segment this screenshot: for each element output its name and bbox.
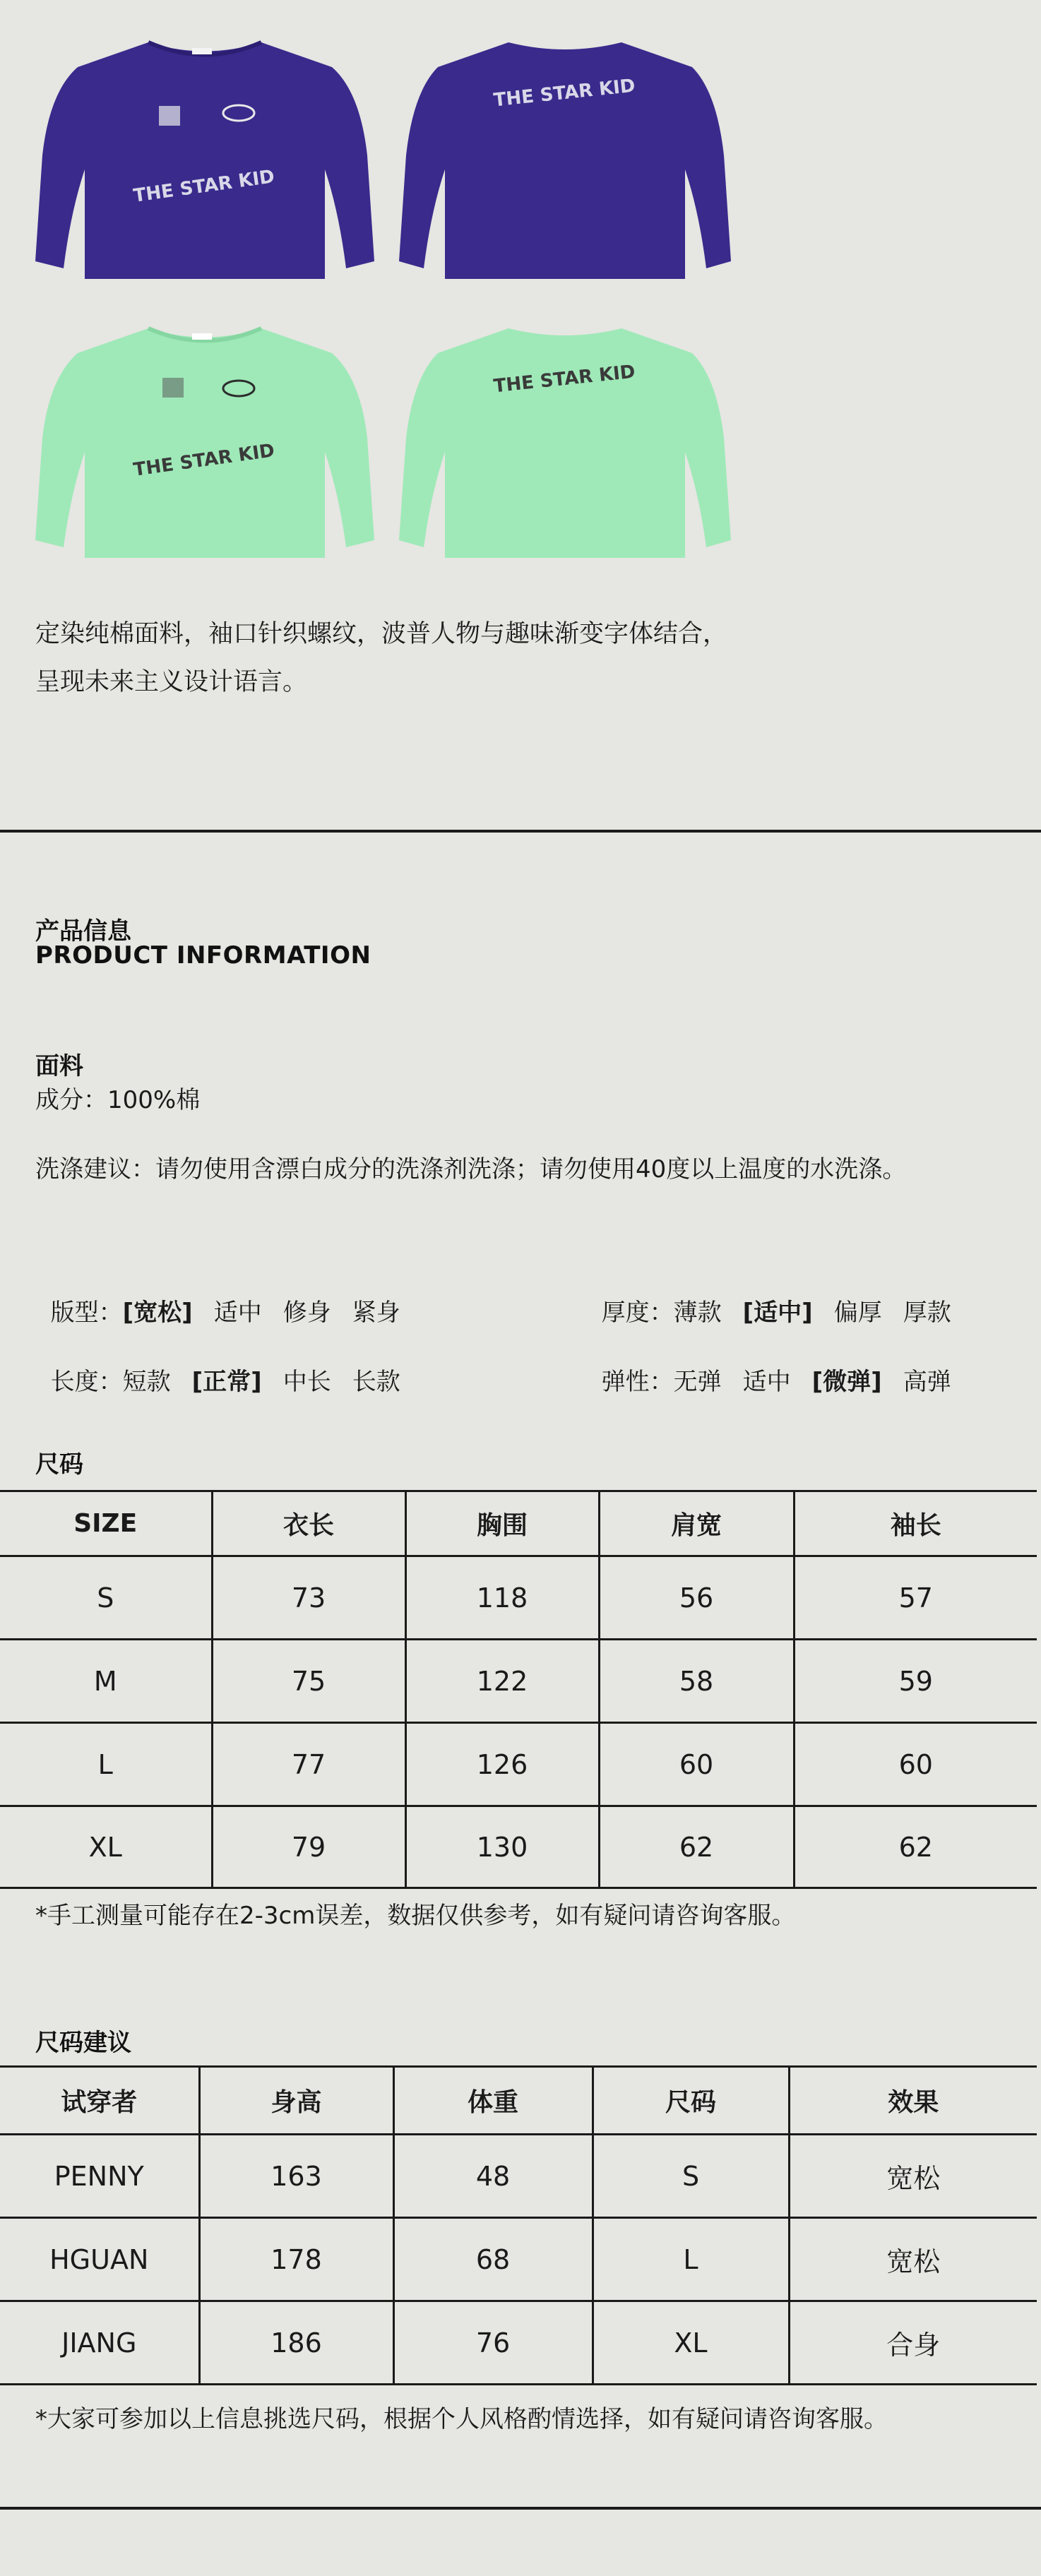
size-chart-note: *手工测量可能存在2-3cm误差，数据仅供参考，如有疑问请咨询客服。 bbox=[35, 1902, 796, 1930]
table-cell: 75 bbox=[212, 1640, 405, 1723]
section-divider bbox=[0, 830, 1041, 833]
table-cell: JIANG bbox=[0, 2301, 199, 2385]
table-cell: 56 bbox=[599, 1556, 794, 1640]
table-cell: M bbox=[0, 1640, 212, 1723]
table-cell: 48 bbox=[393, 2135, 593, 2218]
attr-elasticity-option: 适中 bbox=[742, 1368, 791, 1396]
size-chart-table bbox=[0, 1490, 1037, 1889]
table-row bbox=[0, 1640, 1037, 1723]
svg-text:THE STAR KID: THE STAR KID bbox=[132, 440, 276, 481]
table-header: 身高 bbox=[199, 2067, 393, 2135]
table-cell: 79 bbox=[212, 1806, 405, 1888]
attr-thickness-option-selected: [适中] bbox=[742, 1299, 813, 1327]
size-advice-title: 尺码建议 bbox=[35, 2029, 131, 2057]
table-cell: 186 bbox=[199, 2301, 393, 2385]
table-cell: XL bbox=[0, 1806, 212, 1888]
attr-elasticity-option: 高弹 bbox=[903, 1368, 951, 1396]
size-advice-note: *大家可参加以上信息挑选尺码，根据个人风格酌情选择，如有疑问请咨询客服。 bbox=[35, 2405, 888, 2433]
attr-thickness-option: 偏厚 bbox=[833, 1299, 882, 1327]
table-cell: 62 bbox=[794, 1806, 1037, 1888]
table-header: SIZE bbox=[0, 1491, 212, 1556]
care-instructions: 洗涤建议：请勿使用含漂白成分的洗涤剂洗涤；请勿使用40度以上温度的水洗涤。 bbox=[35, 1155, 907, 1183]
svg-text:THE STAR KID: THE STAR KID bbox=[492, 361, 636, 398]
attr-length-option: 长款 bbox=[352, 1368, 400, 1396]
table-row bbox=[0, 1806, 1037, 1888]
table-row bbox=[0, 2135, 1037, 2218]
table-cell: 60 bbox=[599, 1723, 794, 1806]
table-cell: 163 bbox=[199, 2135, 393, 2218]
table-cell: 130 bbox=[405, 1806, 599, 1888]
svg-text:THE STAR KID: THE STAR KID bbox=[492, 75, 636, 112]
table-cell: 76 bbox=[393, 2301, 593, 2385]
purple-shirt-front-image bbox=[28, 28, 381, 290]
attr-fit-option: 紧身 bbox=[352, 1299, 400, 1327]
table-row bbox=[0, 2218, 1037, 2301]
size-advice-table bbox=[0, 2065, 1037, 2385]
table-cell: 178 bbox=[199, 2218, 393, 2301]
table-cell: 62 bbox=[599, 1806, 794, 1888]
table-cell: S bbox=[0, 1556, 212, 1640]
attr-elasticity-option-selected: [微弹] bbox=[811, 1368, 882, 1396]
table-header: 尺码 bbox=[593, 2067, 789, 2135]
product-info-title-en: PRODUCT INFORMATION bbox=[35, 941, 371, 970]
attr-thickness bbox=[586, 1265, 972, 1328]
attr-fit-option-selected: [宽松] bbox=[122, 1299, 193, 1327]
table-cell: 59 bbox=[794, 1640, 1037, 1723]
svg-text:THE STAR KID: THE STAR KID bbox=[132, 166, 276, 207]
attr-length-label: 长度： bbox=[50, 1368, 123, 1396]
table-header: 袖长 bbox=[794, 1491, 1037, 1556]
table-cell: HGUAN bbox=[0, 2218, 199, 2301]
table-cell: 57 bbox=[794, 1556, 1037, 1640]
attr-thickness-option: 厚款 bbox=[903, 1299, 951, 1327]
mint-shirt-front-image bbox=[28, 318, 381, 565]
table-cell: PENNY bbox=[0, 2135, 199, 2218]
fabric-heading: 面料 bbox=[35, 1052, 83, 1080]
attr-thickness-option: 薄款 bbox=[673, 1299, 722, 1327]
table-row bbox=[0, 1723, 1037, 1806]
attr-length-option-selected: [正常] bbox=[191, 1368, 262, 1396]
attr-fit-option: 修身 bbox=[282, 1299, 331, 1327]
table-cell: 73 bbox=[212, 1556, 405, 1640]
attr-length-option: 中长 bbox=[282, 1368, 331, 1396]
attr-length-option: 短款 bbox=[122, 1368, 171, 1396]
attr-fit bbox=[35, 1265, 422, 1328]
mint-shirt-back-image bbox=[395, 318, 734, 565]
table-cell: 118 bbox=[405, 1556, 599, 1640]
table-header: 衣长 bbox=[212, 1491, 405, 1556]
attr-fit-label: 版型： bbox=[50, 1299, 123, 1327]
bottom-divider bbox=[0, 2507, 1041, 2510]
table-header: 肩宽 bbox=[599, 1491, 794, 1556]
table-cell: 合身 bbox=[789, 2301, 1037, 2385]
attr-length bbox=[35, 1334, 422, 1397]
product-description bbox=[35, 610, 727, 706]
description-line: 定染纯棉面料，袖口针织螺纹，波普人物与趣味渐变字体结合， bbox=[35, 620, 728, 648]
product-info-title: 产品信息 bbox=[35, 917, 131, 946]
attr-elasticity bbox=[586, 1334, 972, 1397]
table-row bbox=[0, 1556, 1037, 1640]
attr-fit-option: 适中 bbox=[213, 1299, 262, 1327]
table-cell: 126 bbox=[405, 1723, 599, 1806]
table-cell: S bbox=[593, 2135, 789, 2218]
table-cell: L bbox=[0, 1723, 212, 1806]
table-cell: 58 bbox=[599, 1640, 794, 1723]
table-header: 效果 bbox=[789, 2067, 1037, 2135]
table-cell: XL bbox=[593, 2301, 789, 2385]
composition-text: 成分：100%棉 bbox=[35, 1086, 201, 1114]
attr-elasticity-label: 弹性： bbox=[601, 1368, 674, 1396]
attr-thickness-label: 厚度： bbox=[601, 1299, 674, 1327]
table-cell: L bbox=[593, 2218, 789, 2301]
table-cell: 68 bbox=[393, 2218, 593, 2301]
table-header: 试穿者 bbox=[0, 2067, 199, 2135]
table-header: 胸围 bbox=[405, 1491, 599, 1556]
table-cell: 77 bbox=[212, 1723, 405, 1806]
table-row bbox=[0, 2301, 1037, 2385]
table-cell: 宽松 bbox=[789, 2135, 1037, 2218]
attr-elasticity-option: 无弹 bbox=[673, 1368, 722, 1396]
table-cell: 122 bbox=[405, 1640, 599, 1723]
table-header: 体重 bbox=[393, 2067, 593, 2135]
table-cell: 60 bbox=[794, 1723, 1037, 1806]
table-cell: 宽松 bbox=[789, 2218, 1037, 2301]
size-chart-title: 尺码 bbox=[35, 1450, 83, 1479]
purple-shirt-back-image bbox=[395, 28, 734, 290]
description-line: 呈现未来主义设计语言。 bbox=[35, 668, 308, 696]
